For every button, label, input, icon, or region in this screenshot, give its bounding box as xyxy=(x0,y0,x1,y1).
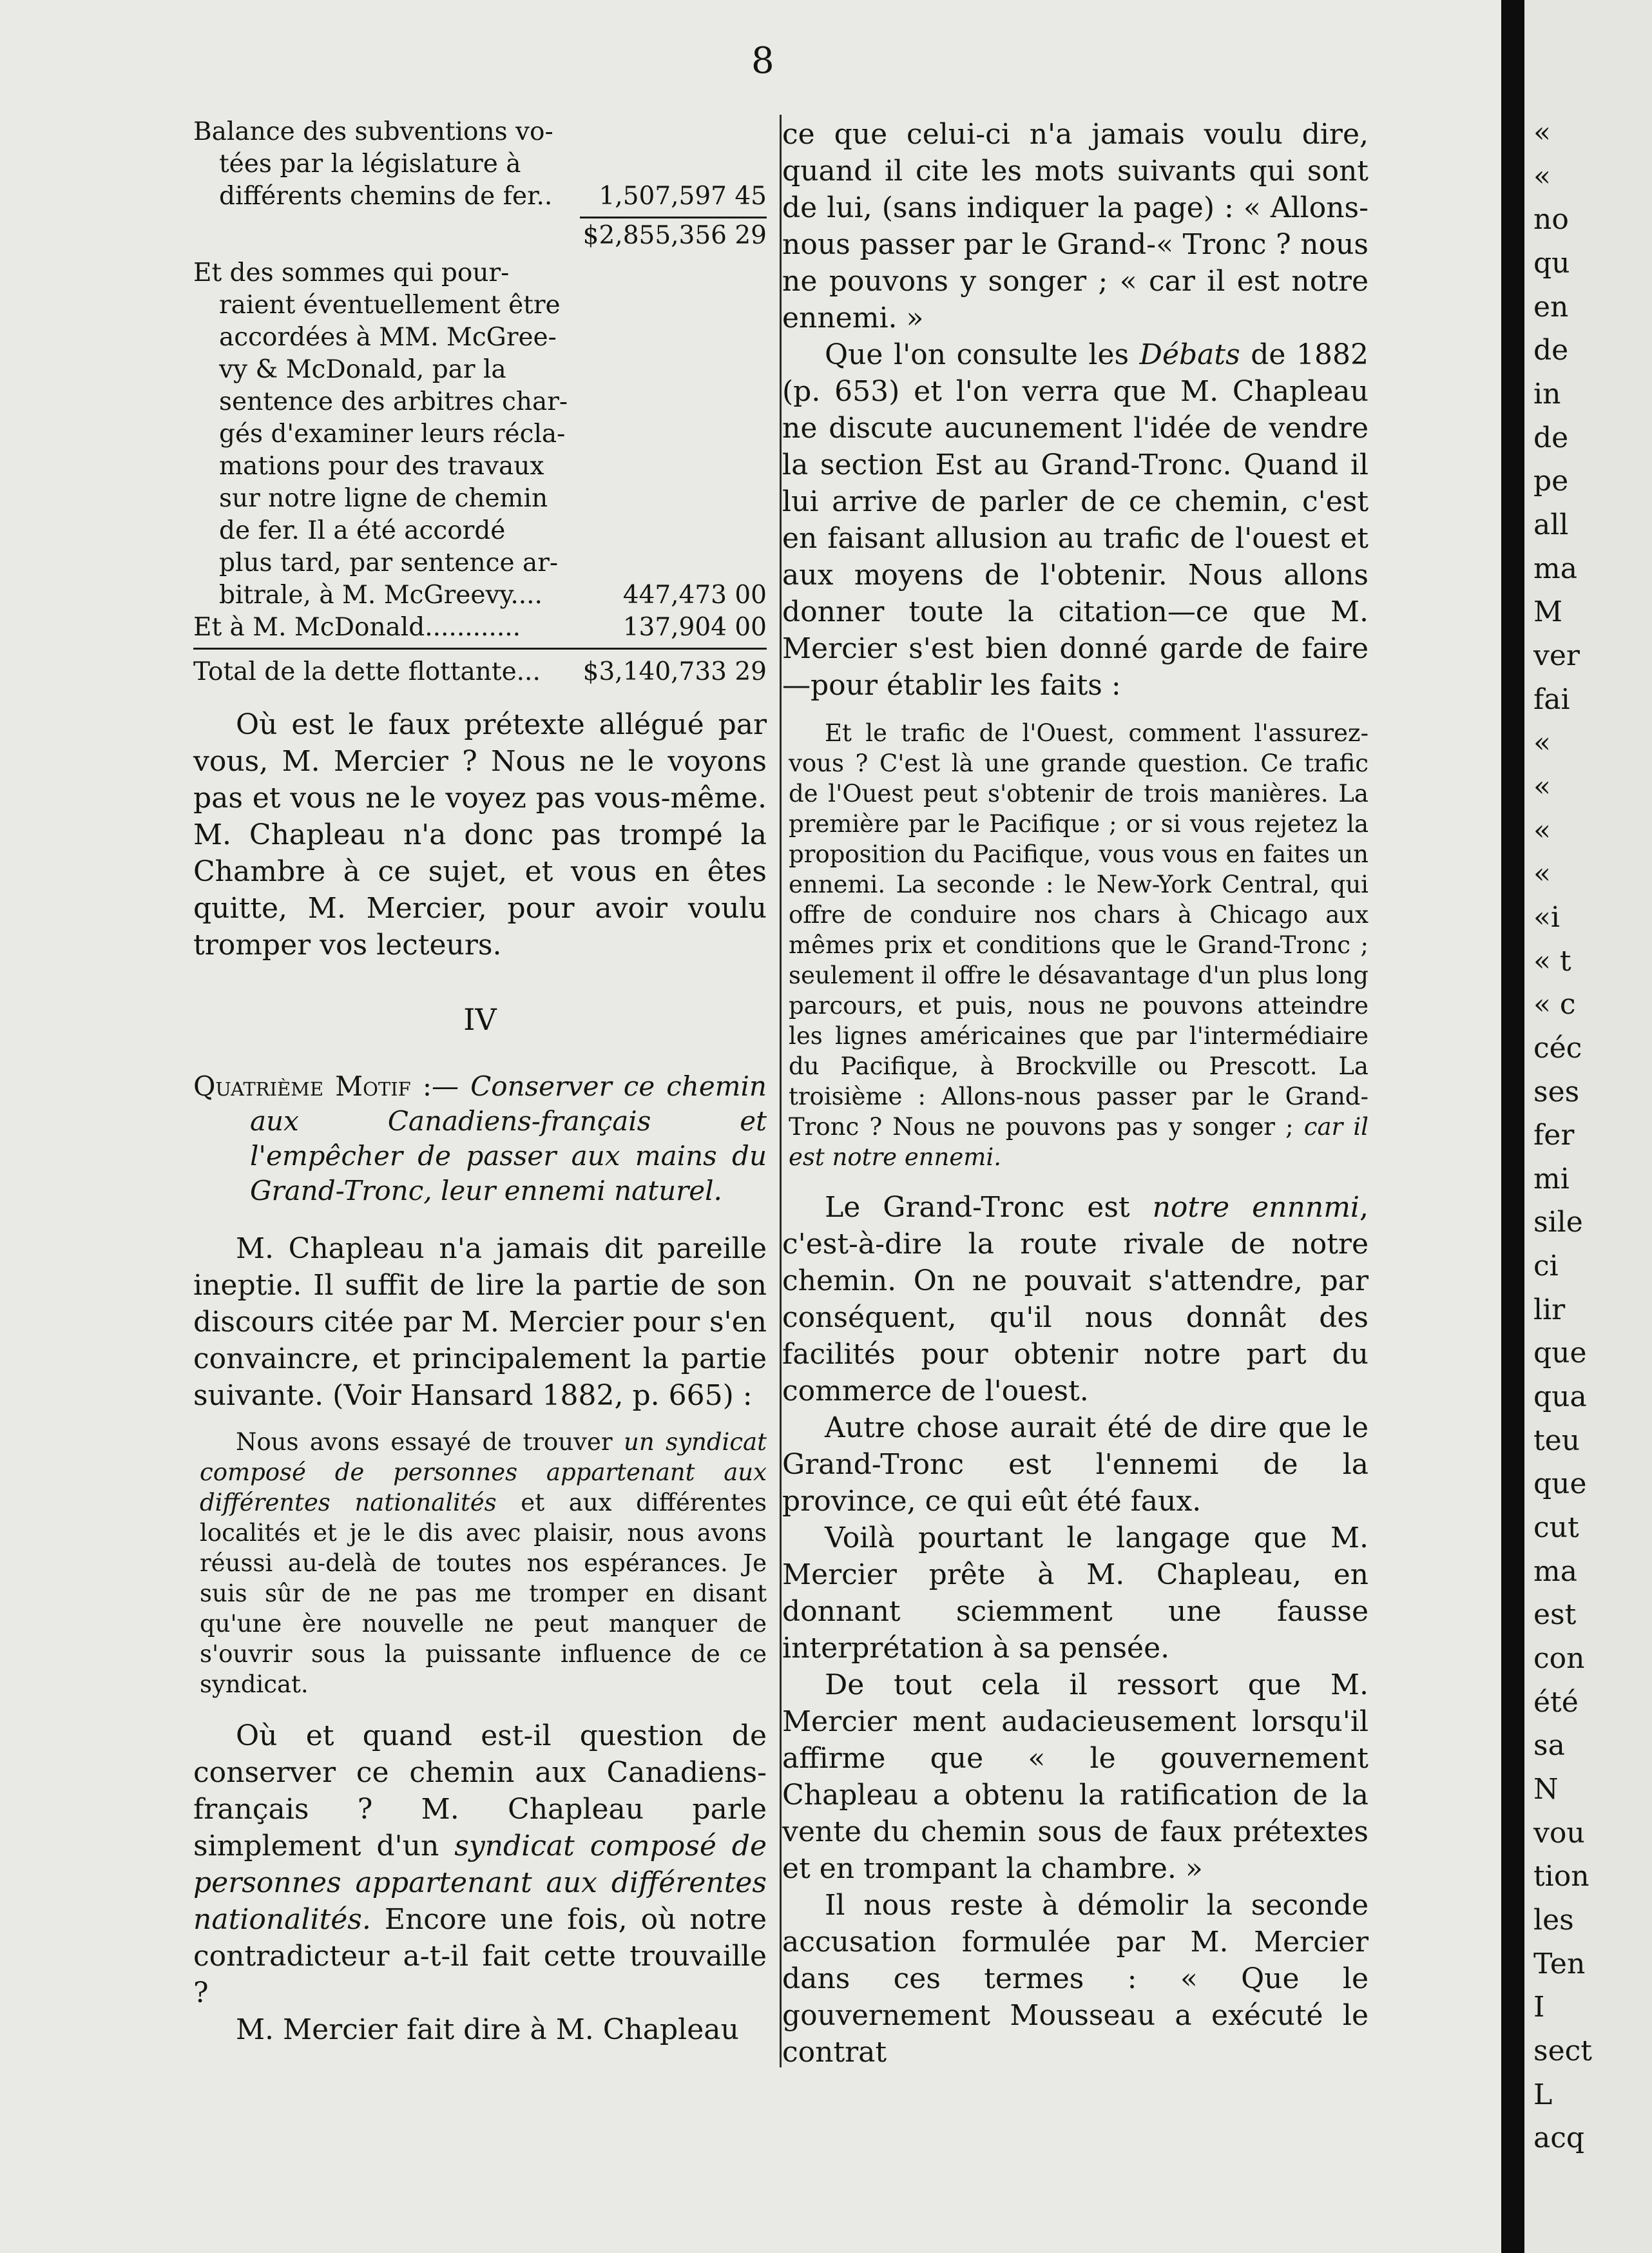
paragraph: Autre chose aurait été de dire que le Grand-Tronc est l'ennemi de la province, ce qui eût été faux. xyxy=(782,1411,1369,1518)
ledger-line: plus tard, par sentence ar- xyxy=(219,548,559,577)
total-rule xyxy=(193,648,767,650)
ledger-total-row xyxy=(193,656,767,688)
adjacent-page-line: vou xyxy=(1533,1817,1585,1850)
ledger-row-subsidies xyxy=(193,116,767,213)
ledger-line: raient éventuellement être xyxy=(219,291,561,320)
adjacent-page-line: « xyxy=(1533,116,1551,149)
paragraph-text: , c'est-à-dire la route rivale de notre chemin. On ne pouvait s'attendre, par conséquent, qu'il nous donnât des facilités pour obtenir notre part du commerce de l'ouest. xyxy=(782,1191,1369,1407)
adjacent-page-line: tion xyxy=(1533,1860,1590,1893)
total-amount: $3,140,733 29 xyxy=(582,657,767,686)
adjacent-page-line: lir xyxy=(1533,1293,1566,1326)
debt-ledger xyxy=(193,116,767,688)
adjacent-page-line: ses xyxy=(1533,1076,1580,1108)
ledger-line: sentence des arbitres char- xyxy=(219,387,568,416)
adjacent-page-line: no xyxy=(1533,203,1569,236)
paragraph-emphasis: Débats xyxy=(1139,338,1240,371)
adjacent-page-line: ci xyxy=(1533,1250,1559,1282)
adjacent-page-line: de xyxy=(1533,334,1569,367)
subtotal-amount: $2,855,356 29 xyxy=(582,221,767,250)
page-number: 8 xyxy=(751,40,774,82)
paragraph-text: Le Grand-Tronc est xyxy=(825,1191,1153,1224)
ledger-line: accordées à MM. McGree- xyxy=(219,323,557,352)
quote-text: et aux différentes localités et je le dis avec plaisir, nous avons réussi au-delà de toutes nos espérances. Je suis sûr de ne pas me tromper en disant qu'une ère nouvelle ne peut manquer de s'ouvrir sous la puissante influence de ce syndicat. xyxy=(200,1489,767,1698)
paragraph-text: Où et quand est-il question de conserver ce chemin aux Canadiens-français ? M. Chapleau parle simplement d'un xyxy=(193,1719,767,1862)
ledger-line: tées par la législature à xyxy=(219,150,521,179)
adjacent-page-line: « t xyxy=(1533,945,1571,978)
paragraph: M. Mercier fait dire à M. Chapleau xyxy=(236,2013,739,2046)
adjacent-page-line: qua xyxy=(1533,1380,1587,1413)
quote-emphasis: un syndicat composé de personnes appartenant aux différentes nationalités xyxy=(200,1428,767,1516)
adjacent-page-line: ma xyxy=(1533,552,1577,585)
adjacent-page-line: I xyxy=(1533,1991,1545,2024)
paragraph-emphasis: notre ennnmi xyxy=(1152,1191,1359,1224)
adjacent-page-line: all xyxy=(1533,508,1569,541)
paragraph: Où est le faux prétexte allégué par vous, M. Mercier ? Nous ne le voyons pas et vous ne le voyez pas vous-même. M. Chapleau n'a donc pas trompé la Chambre à ce sujet, et vous en êtes quitte, M. Mercier, pour avoir voulu tromper vos lecteurs. xyxy=(193,708,767,962)
motif-text: — Conserver ce chemin aux Canadiens-français et l'empêcher de passer aux mains du Grand-Tronc, leur ennemi naturel. xyxy=(250,1070,767,1206)
quote-emphasis: car il est notre ennemi. xyxy=(789,1113,1369,1171)
adjacent-page-line: mi xyxy=(1533,1163,1570,1195)
paragraph: Il nous reste à démolir la seconde accusation formulée par M. Mercier dans ces termes : « Que le gouvernement Mousseau a exécuté le contrat xyxy=(782,1889,1369,2069)
block-quote xyxy=(782,718,1369,1172)
ledger-label: différents chemins de fer.. xyxy=(219,182,553,211)
adjacent-page-line: « xyxy=(1533,857,1551,890)
adjacent-page-line: qu xyxy=(1533,247,1570,280)
quote-text: Nous avons essayé de trouver xyxy=(236,1428,624,1456)
ledger-line: de fer. Il a été accordé xyxy=(219,516,506,545)
adjacent-page-line: cut xyxy=(1533,1511,1579,1544)
adjacent-page-line: que xyxy=(1533,1467,1587,1500)
ledger-row-arbitration xyxy=(193,257,767,612)
subtotal-rule xyxy=(580,217,767,218)
paragraph-text: de 1882 (p. 653) et l'on verra que M. Chapleau ne discute aucunement l'idée de vendre la section Est au Grand-Tronc. Quand il lui arrive de parler de ce chemin, c'est en faisant allusion au trafic de l'ouest et aux moyens de l'obtenir. Nous allons donner toute la citation—ce que M. Mercier s'est bien donné garde de faire—pour établir les faits : xyxy=(782,338,1369,702)
ledger-line: mations pour des travaux xyxy=(219,452,544,481)
ledger-line: sur notre ligne de chemin xyxy=(219,484,548,513)
adjacent-page-line: « xyxy=(1533,814,1551,847)
paragraph xyxy=(782,1189,1369,1409)
motif-label: Quatrième Motif : xyxy=(193,1070,432,1102)
left-column xyxy=(193,116,767,2048)
adjacent-page-line: en xyxy=(1533,291,1569,324)
section-heading: IV xyxy=(463,1002,497,1037)
paragraph: ce que celui-ci n'a jamais voulu dire, quand il cite les mots suivants qui sont de lui, (sans indiquer la page) : « Allons-nous passer par le Grand-« Tronc ? nous ne pouvons y songer ; « car il est notre ennemi. » xyxy=(782,118,1369,334)
ledger-line: Et des sommes qui pour- xyxy=(193,258,510,287)
ledger-label: Et à M. McDonald............ xyxy=(193,613,521,642)
adjacent-page-line: N xyxy=(1533,1773,1559,1806)
adjacent-page-line: ma xyxy=(1533,1555,1577,1588)
page-binding-gutter xyxy=(1501,0,1524,2253)
ledger-amount: 137,904 00 xyxy=(622,613,767,642)
adjacent-page-line: sect xyxy=(1533,2035,1592,2067)
adjacent-page-line: in xyxy=(1533,378,1561,411)
adjacent-page-line: fer xyxy=(1533,1119,1575,1152)
adjacent-page-line: « xyxy=(1533,770,1551,803)
adjacent-page-line: de xyxy=(1533,421,1569,454)
adjacent-page-line: L xyxy=(1533,2078,1553,2111)
adjacent-page-line: ver xyxy=(1533,639,1580,672)
adjacent-page-line: sa xyxy=(1533,1729,1565,1762)
ledger-line: Balance des subventions vo- xyxy=(193,117,553,146)
block-quote xyxy=(193,1427,767,1699)
ledger-amount: 1,507,597 45 xyxy=(599,182,767,211)
adjacent-page-line: acq xyxy=(1533,2122,1585,2154)
ledger-amount: 447,473 00 xyxy=(622,581,767,610)
paragraph-emphasis: syndicat composé de personnes appartenant aux différentes nationalités. xyxy=(193,1830,767,1936)
paragraph: De tout cela il ressort que M. Mercier ment audacieusement lorsqu'il affirme que « le gouvernement Chapleau a obtenu la ratification de la vente du chemin sous de faux prétextes et en trompant la chambre. » xyxy=(782,1668,1369,1885)
adjacent-page-line: céc xyxy=(1533,1032,1582,1065)
adjacent-page-line: con xyxy=(1533,1642,1585,1675)
adjacent-page-line: «i xyxy=(1533,901,1560,934)
quote-text: Et le trafic de l'Ouest, comment l'assurez-vous ? C'est là une grande question. Ce trafic de l'Ouest peut s'obtenir de trois manières. La première par le Pacifique ; or si vous rejetez la proposition du Pacifique, vous vous en faites un ennemi. La seconde : le New-York Central, qui offre de conduire nos chars à Chicago aux mêmes prix et conditions que le Grand-Tronc ; seulement il offre le désavantage d'un plus long parcours, et puis, nous ne pouvons atteindre les lignes américaines que par l'intermédiaire du Pacifique, à Brockville ou Prescott. La troisième : Allons-nous passer par le Grand-Tronc ? Nous ne pouvons pas y songer ; xyxy=(789,719,1369,1141)
ledger-label: bitrale, à M. McGreevy.... xyxy=(219,581,543,610)
adjacent-page-line: fai xyxy=(1533,683,1570,716)
ledger-row-mcdonald xyxy=(193,612,767,644)
adjacent-page-line: M xyxy=(1533,595,1563,628)
adjacent-page-line: sile xyxy=(1533,1206,1583,1239)
total-label: Total de la dette flottante... xyxy=(193,657,541,686)
adjacent-page-fragment xyxy=(1524,0,1652,2253)
paragraph xyxy=(193,1717,767,2011)
paragraph: Voilà pourtant le langage que M. Mercier prête à M. Chapleau, en donnant sciemment une fausse interprétation à sa pensée. xyxy=(782,1522,1369,1665)
adjacent-page-line: que xyxy=(1533,1337,1587,1369)
ledger-line: gés d'examiner leurs récla- xyxy=(219,420,566,449)
paragraph-text: Que l'on consulte les xyxy=(825,338,1140,371)
adjacent-page-line: Ten xyxy=(1533,1948,1586,1980)
adjacent-page-line: « xyxy=(1533,726,1551,759)
motif-heading xyxy=(193,1069,767,1208)
adjacent-page-line: pe xyxy=(1533,465,1569,498)
column-divider xyxy=(780,115,782,2067)
paragraph xyxy=(782,336,1369,704)
adjacent-page-line: « c xyxy=(1533,988,1576,1021)
paragraph-text: Encore une fois, où notre contradicteur a-t-il fait cette trouvaille ? xyxy=(193,1903,767,2009)
adjacent-page-line: été xyxy=(1533,1686,1579,1719)
adjacent-page-line: les xyxy=(1533,1904,1574,1937)
paragraph: M. Chapleau n'a jamais dit pareille ineptie. Il suffit de lire la partie de son discours citée par M. Mercier pour s'en convaincre, et principalement la partie suivante. (Voir Hansard 1882, p. 665) : xyxy=(193,1232,767,1412)
adjacent-page-line: est xyxy=(1533,1598,1577,1631)
adjacent-page-line: teu xyxy=(1533,1424,1580,1457)
adjacent-page-line: « xyxy=(1533,160,1551,193)
right-column xyxy=(782,116,1369,2071)
ledger-line: vy & McDonald, par la xyxy=(219,355,506,384)
